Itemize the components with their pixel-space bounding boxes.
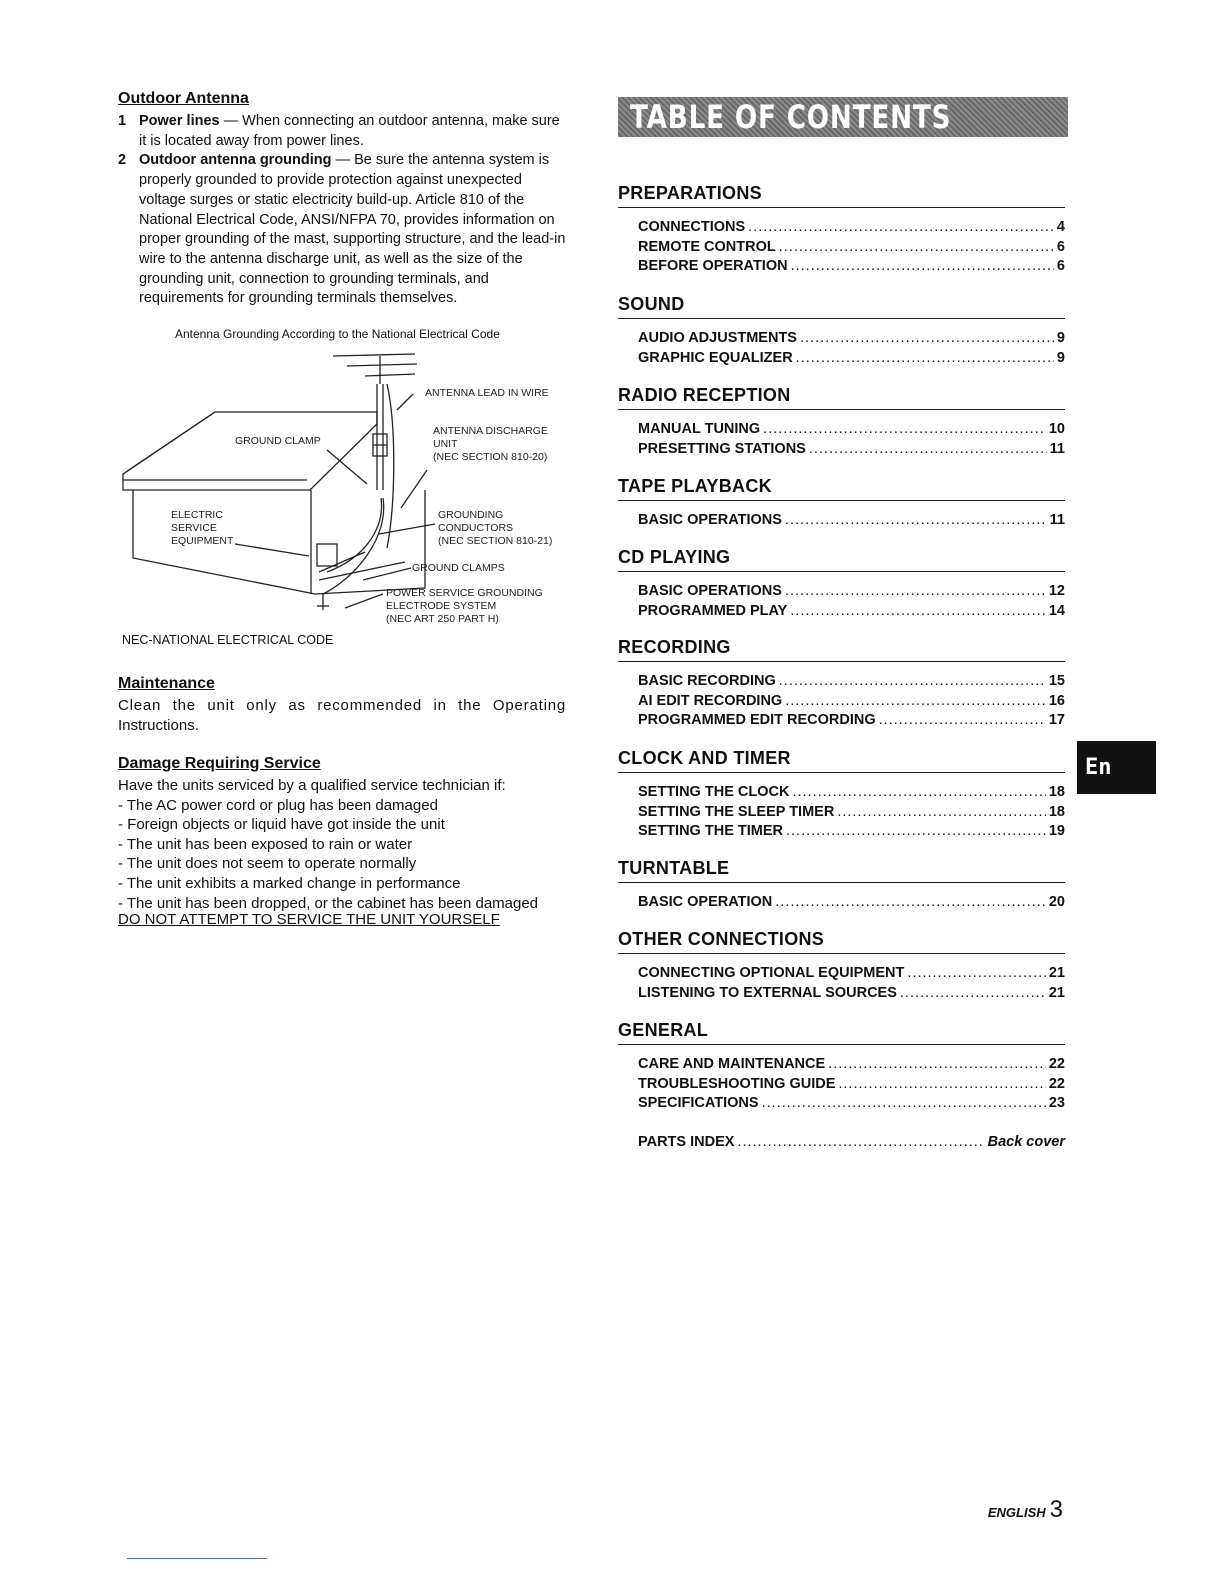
toc-entry[interactable]: GRAPHIC EQUALIZER ..... 9 (638, 346, 1065, 366)
label-lead-in-wire: ANTENNA LEAD IN WIRE (425, 387, 549, 399)
label-grounding-conductors-3: (NEC SECTION 810-21) (438, 535, 553, 547)
toc-entry[interactable]: SETTING THE TIMER ..... 19 (638, 820, 1065, 840)
damage-intro-text: Have the units serviced by a qualified service technician if: (118, 777, 506, 794)
nec-footnote: NEC-NATIONAL ELECTRICAL CODE (122, 633, 334, 647)
toc-entry[interactable]: BASIC OPERATION ..... 20 (638, 890, 1065, 910)
toc-category: RECORDING (618, 637, 1065, 662)
toc-entry[interactable]: BEFORE OPERATION ..... 6 (638, 255, 1065, 275)
toc-section-sound (618, 294, 1065, 366)
toc-entry[interactable]: AUDIO ADJUSTMENTS ..... 9 (638, 326, 1065, 346)
list-item: - The unit exhibits a marked change in performance (118, 874, 461, 892)
damage-intro (118, 776, 566, 913)
list-item: - Foreign objects or liquid have got inside the unit (118, 816, 445, 834)
page-footer (988, 1496, 1063, 1524)
label-ground-clamps: GROUND CLAMPS (412, 562, 505, 574)
service-warning: DO NOT ATTEMPT TO SERVICE THE UNIT YOURSELF (118, 911, 500, 928)
bottom-divider (127, 1558, 267, 1559)
page-number: 3 (1049, 1496, 1063, 1523)
maintenance-text: Clean the unit only as recommended in the Operating (118, 697, 566, 714)
toc-parts-index (638, 1130, 1065, 1150)
list-item (118, 112, 568, 151)
item-text: — When connecting an outdoor antenna, make sure it is located away from power lines. (139, 113, 560, 149)
toc-entry[interactable]: SPECIFICATIONS ..... 23 (638, 1092, 1065, 1112)
toc-category: TURNTABLE (618, 858, 1065, 883)
outdoor-antenna-heading: Outdoor Antenna (118, 90, 249, 107)
list-item: - The unit has been exposed to rain or water (118, 835, 413, 853)
toc-category: GENERAL (618, 1020, 1065, 1045)
label-power-service-2: ELECTRODE SYSTEM (386, 600, 497, 612)
language-tab-label: En (1085, 755, 1112, 780)
item-lead: Outdoor antenna grounding (139, 152, 332, 169)
item-text: — Be sure the antenna system is properly grounded to provide protection against unexpected voltage surges or static electricity build-up. Article 810 of the National Electrical Code, ANSI/NFPA 70, provides information on proper grounding of the mast, supporting structure, and the lead-in wire to the antenna discharge unit, as well as the size of the grounding unit, connection to grounding terminals, and requirements for grounding terminals themselves. (139, 152, 566, 307)
label-grounding-conductors-2: CONDUCTORS (438, 522, 514, 534)
toc-category: SOUND (618, 294, 1065, 319)
toc-category: CLOCK AND TIMER (618, 748, 1065, 773)
toc-entry[interactable]: REMOTE CONTROL ..... 6 (638, 235, 1065, 255)
toc-entry[interactable]: CARE AND MAINTENANCE ..... 22 (638, 1052, 1065, 1072)
label-ground-clamp: GROUND CLAMP (235, 435, 321, 447)
toc-entry[interactable]: PARTS INDEX ..... Back cover (638, 1130, 1065, 1150)
label-power-service-3: (NEC ART 250 PART H) (386, 613, 499, 625)
toc-category: CD PLAYING (618, 547, 1065, 572)
list-item (118, 151, 568, 309)
label-electric-service-2: SERVICE (171, 522, 217, 534)
toc-section-general (618, 1020, 1065, 1111)
toc-entry[interactable]: AI EDIT RECORDING ..... 16 (638, 689, 1065, 709)
toc-entry[interactable]: PROGRAMMED PLAY ..... 14 (638, 599, 1065, 619)
toc-title: TABLE OF CONTENTS (630, 98, 952, 136)
toc-section-other-connections (618, 929, 1065, 1001)
toc-entry[interactable]: LISTENING TO EXTERNAL SOURCES ..... 21 (638, 981, 1065, 1001)
item-number: 2 (118, 152, 127, 169)
item-number: 1 (118, 113, 127, 129)
toc-entry[interactable]: PRESETTING STATIONS ..... 11 (638, 437, 1065, 457)
list-item: - The unit does not seem to operate normally (118, 855, 417, 873)
item-lead: Power lines (139, 113, 220, 129)
toc-entry[interactable]: BASIC RECORDING ..... 15 (638, 669, 1065, 689)
toc-category: TAPE PLAYBACK (618, 476, 1065, 501)
toc-section-clock-and-timer (618, 748, 1065, 839)
label-discharge-unit-2: UNIT (433, 438, 458, 450)
toc-section-cd-playing (618, 547, 1065, 619)
language-tab (1077, 741, 1156, 794)
toc-banner (618, 97, 1068, 137)
toc-category: RADIO RECEPTION (618, 385, 1065, 410)
label-discharge-unit-3: (NEC SECTION 810-20) (433, 451, 548, 463)
list-item: - The unit has been dropped, or the cabinet has been damaged (118, 894, 539, 912)
toc-category: PREPARATIONS (618, 183, 1065, 208)
toc-section-radio-reception (618, 385, 1065, 457)
label-electric-service-3: EQUIPMENT (171, 535, 234, 547)
label-electric-service: ELECTRIC (171, 509, 223, 521)
outdoor-antenna-list (118, 112, 568, 309)
toc-entry[interactable]: BASIC OPERATIONS ..... 11 (638, 508, 1065, 528)
diagram-caption: Antenna Grounding According to the National Electrical Code (175, 327, 500, 341)
maintenance-heading: Maintenance (118, 675, 215, 692)
footer-language: ENGLISH (987, 1505, 1046, 1520)
toc-entry[interactable]: CONNECTING OPTIONAL EQUIPMENT ..... 21 (638, 961, 1065, 981)
toc-category: OTHER CONNECTIONS (618, 929, 1065, 954)
toc-entry[interactable]: PROGRAMMED EDIT RECORDING ..... 17 (638, 709, 1065, 729)
toc-section-turntable (618, 858, 1065, 910)
damage-heading: Damage Requiring Service (118, 755, 321, 772)
toc-section-preparations (618, 183, 1065, 274)
list-item: - The AC power cord or plug has been damaged (118, 796, 438, 814)
toc-entry[interactable]: MANUAL TUNING ..... 10 (638, 417, 1065, 437)
antenna-grounding-diagram (115, 348, 575, 638)
maintenance-text-2: Instructions. (118, 717, 199, 734)
label-grounding-conductors: GROUNDING (438, 509, 504, 521)
toc-entry[interactable]: SETTING THE CLOCK ..... 18 (638, 780, 1065, 800)
toc-section-recording (618, 637, 1065, 728)
toc-entry[interactable]: SETTING THE SLEEP TIMER ..... 18 (638, 800, 1065, 820)
label-power-service: POWER SERVICE GROUNDING (386, 587, 543, 599)
toc-entry[interactable]: TROUBLESHOOTING GUIDE ..... 22 (638, 1072, 1065, 1092)
toc-section-tape-playback (618, 476, 1065, 528)
toc-entry[interactable]: BASIC OPERATIONS ..... 12 (638, 579, 1065, 599)
label-discharge-unit: ANTENNA DISCHARGE (433, 425, 548, 437)
toc-entry[interactable]: CONNECTIONS ..... 4 (638, 215, 1065, 235)
